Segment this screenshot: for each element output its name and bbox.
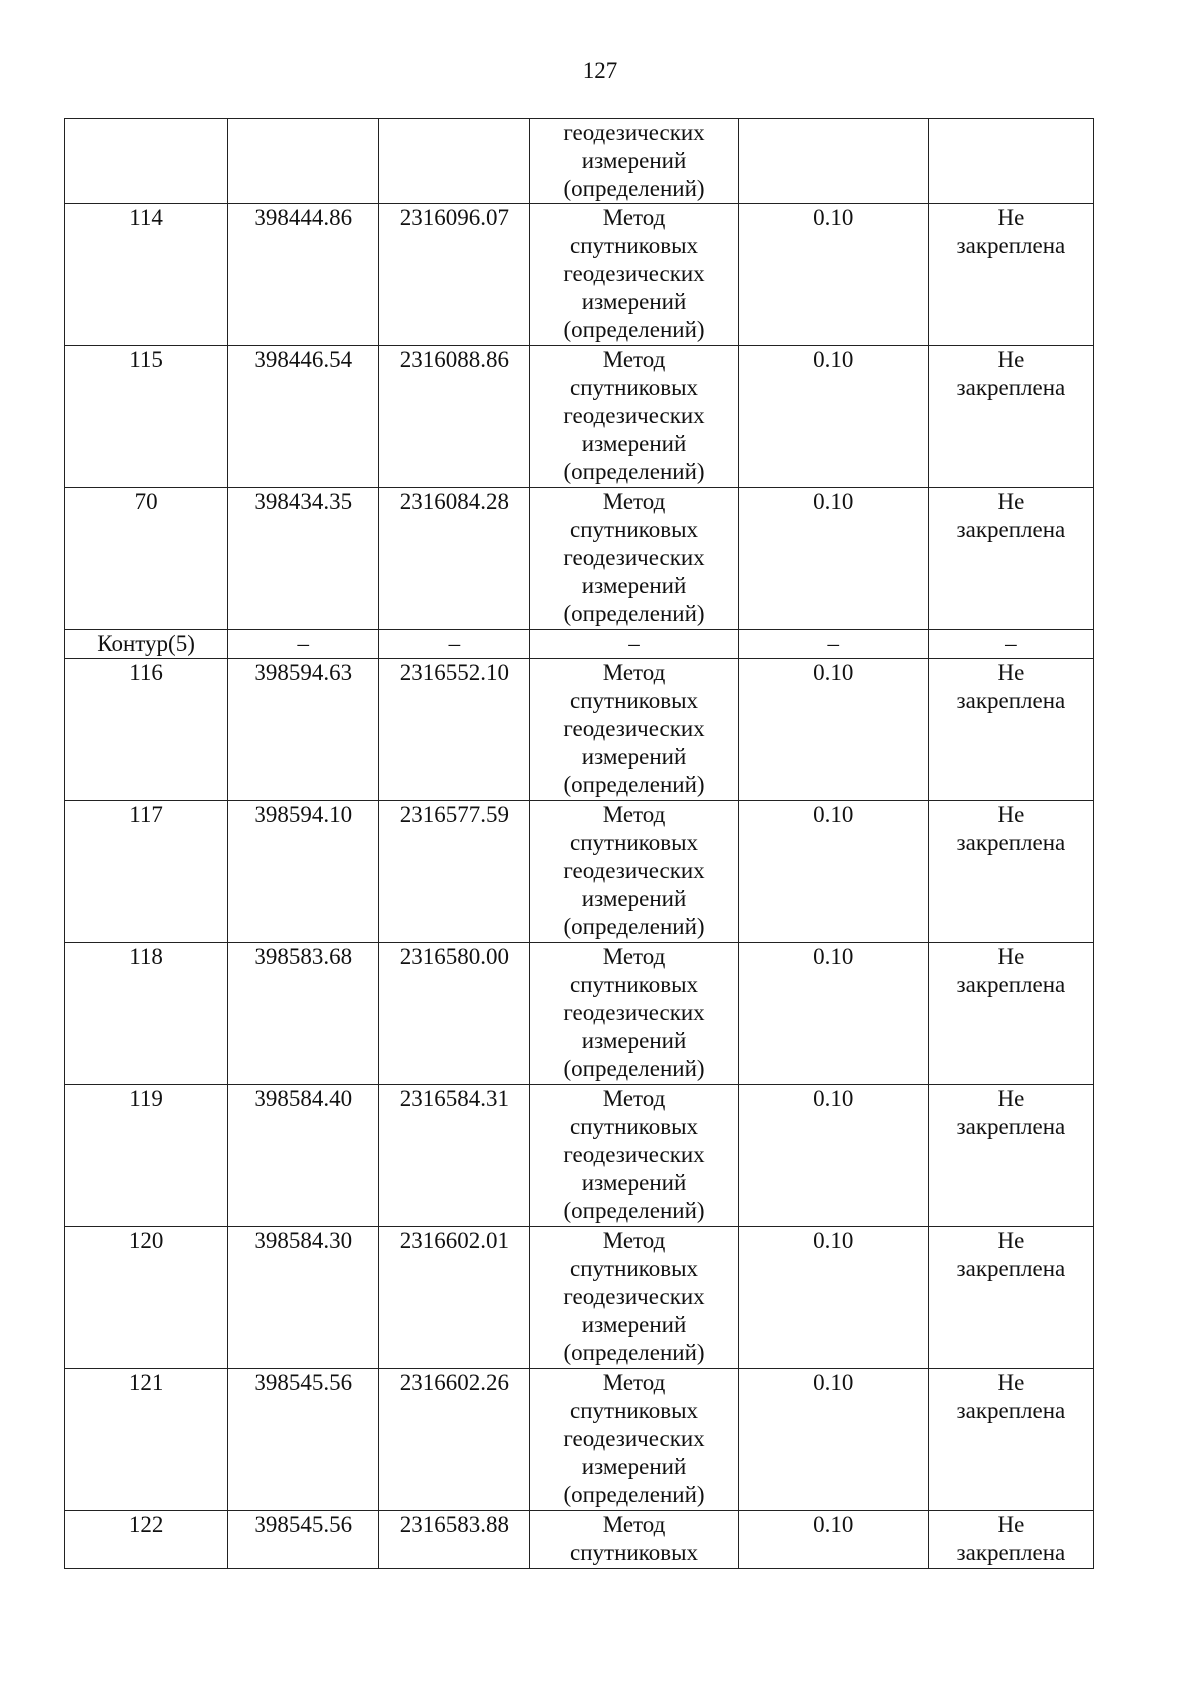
method-line: Метод [602,660,666,685]
method-line: спутниковых [570,1398,699,1423]
table-row [65,1511,1094,1569]
method-line: измерений [581,1312,687,1337]
cell-accuracy: 0.10 [738,1511,928,1569]
status-line: Не [997,489,1025,514]
status-line: Не [997,802,1025,827]
dash-cell: – [738,630,928,659]
status-line: закреплена [956,517,1066,542]
method-line: измерений [581,1170,687,1195]
contour-label: Контур(5) [65,630,228,659]
dash-cell: – [928,630,1093,659]
method-line: измерений [581,744,687,769]
cell-accuracy: 0.10 [738,943,928,1085]
cell-status [928,943,1093,1085]
cell-x: 398434.35 [228,488,379,630]
table-row [65,1085,1094,1227]
cell-method [530,943,738,1085]
method-line: спутниковых [570,830,699,855]
method-line: (определений) [563,914,705,939]
cell-x: 398545.56 [228,1369,379,1511]
method-line: Метод [602,1370,666,1395]
cell-status [928,119,1093,204]
cell-y: 2316577.59 [379,801,530,943]
method-line: спутниковых [570,517,699,542]
cell-point: 116 [65,659,228,801]
cell-y: 2316096.07 [379,204,530,346]
cell-status [928,801,1093,943]
cell-method [530,204,738,346]
method-line: геодезических [563,261,705,286]
cell-point: 122 [65,1511,228,1569]
table-row [65,943,1094,1085]
cell-point [65,119,228,204]
method-line: Метод [602,347,666,372]
method-line: Метод [602,1086,666,1111]
method-line: измерений [581,1454,687,1479]
cell-status [928,1369,1093,1511]
coordinates-table [64,118,1094,1569]
cell-x: 398444.86 [228,204,379,346]
table-row [65,488,1094,630]
method-line: измерений [581,886,687,911]
method-line: геодезических [563,403,705,428]
cell-x: 398583.68 [228,943,379,1085]
cell-point: 115 [65,346,228,488]
cell-x: 398584.40 [228,1085,379,1227]
cell-y: 2316602.01 [379,1227,530,1369]
dash-cell: – [228,630,379,659]
cell-point: 70 [65,488,228,630]
cell-method [530,1085,738,1227]
status-line: закреплена [956,233,1066,258]
cell-method [530,1369,738,1511]
method-line: спутниковых [570,1114,699,1139]
cell-y: 2316084.28 [379,488,530,630]
status-line: Не [997,347,1025,372]
method-line: спутниковых [570,375,699,400]
cell-method [530,119,738,204]
method-line: Метод [602,1512,666,1537]
cell-y: 2316088.86 [379,346,530,488]
cell-point: 118 [65,943,228,1085]
cell-status [928,659,1093,801]
status-line: Не [997,1370,1025,1395]
cell-accuracy [738,119,928,204]
status-line: закреплена [956,688,1066,713]
method-line: Метод [602,489,666,514]
cell-status [928,204,1093,346]
method-line: спутниковых [570,1540,699,1565]
cell-status [928,1085,1093,1227]
cell-y: 2316602.26 [379,1369,530,1511]
status-line: закреплена [956,1398,1066,1423]
method-line: спутниковых [570,233,699,258]
status-line: Не [997,660,1025,685]
cell-y [379,119,530,204]
cell-accuracy: 0.10 [738,346,928,488]
method-line: (определений) [563,1340,705,1365]
cell-point: 120 [65,1227,228,1369]
cell-x: 398594.63 [228,659,379,801]
dash-cell: – [530,630,738,659]
method-line: Метод [602,1228,666,1253]
table-row [65,659,1094,801]
cell-accuracy: 0.10 [738,1085,928,1227]
status-line: закреплена [956,1540,1066,1565]
status-line: закреплена [956,1256,1066,1281]
method-line: (определений) [563,601,705,626]
method-line: геодезических [563,1000,705,1025]
cell-status [928,1227,1093,1369]
cell-accuracy: 0.10 [738,488,928,630]
status-line: закреплена [956,830,1066,855]
cell-x: 398584.30 [228,1227,379,1369]
method-line: измерений [581,1028,687,1053]
status-line: Не [997,205,1025,230]
cell-accuracy: 0.10 [738,1227,928,1369]
method-line: (определений) [563,317,705,342]
coordinates-table-body [65,119,1094,1569]
status-line: Не [997,944,1025,969]
table-row [65,801,1094,943]
table-row-contour [65,630,1094,659]
method-line: геодезических [563,1142,705,1167]
method-line: спутниковых [570,1256,699,1281]
status-line: закреплена [956,972,1066,997]
cell-point: 114 [65,204,228,346]
cell-x: 398446.54 [228,346,379,488]
cell-accuracy: 0.10 [738,1369,928,1511]
method-line: геодезических [563,1284,705,1309]
cell-y: 2316584.31 [379,1085,530,1227]
status-line: Не [997,1086,1025,1111]
method-line: спутниковых [570,688,699,713]
method-line: геодезических [563,120,705,145]
method-line: (определений) [563,1198,705,1223]
method-line: (определений) [563,459,705,484]
table-row-continuation [65,119,1094,204]
dash-cell: – [379,630,530,659]
cell-accuracy: 0.10 [738,204,928,346]
table-row [65,1369,1094,1511]
cell-method [530,346,738,488]
cell-status [928,488,1093,630]
method-line: геодезических [563,858,705,883]
method-line: (определений) [563,1056,705,1081]
page-number: 127 [582,58,618,83]
method-line: (определений) [563,176,705,201]
method-line: Метод [602,944,666,969]
cell-x: 398545.56 [228,1511,379,1569]
cell-status [928,346,1093,488]
cell-status [928,1511,1093,1569]
method-line: измерений [581,573,687,598]
cell-point: 117 [65,801,228,943]
cell-x: 398594.10 [228,801,379,943]
cell-method [530,1511,738,1569]
status-line: Не [997,1512,1025,1537]
table-row [65,204,1094,346]
method-line: геодезических [563,716,705,741]
cell-y: 2316552.10 [379,659,530,801]
method-line: (определений) [563,772,705,797]
method-line: измерений [581,148,687,173]
status-line: закреплена [956,375,1066,400]
cell-method [530,1227,738,1369]
status-line: Не [997,1228,1025,1253]
cell-y: 2316583.88 [379,1511,530,1569]
cell-accuracy: 0.10 [738,659,928,801]
cell-method [530,659,738,801]
table-row [65,1227,1094,1369]
status-line: закреплена [956,1114,1066,1139]
cell-method [530,801,738,943]
cell-x [228,119,379,204]
method-line: (определений) [563,1482,705,1507]
table-row [65,346,1094,488]
cell-point: 121 [65,1369,228,1511]
cell-method [530,488,738,630]
method-line: измерений [581,431,687,456]
cell-y: 2316580.00 [379,943,530,1085]
method-line: Метод [602,802,666,827]
method-line: Метод [602,205,666,230]
method-line: геодезических [563,1426,705,1451]
method-line: спутниковых [570,972,699,997]
method-line: геодезических [563,545,705,570]
cell-accuracy: 0.10 [738,801,928,943]
cell-point: 119 [65,1085,228,1227]
method-line: измерений [581,289,687,314]
